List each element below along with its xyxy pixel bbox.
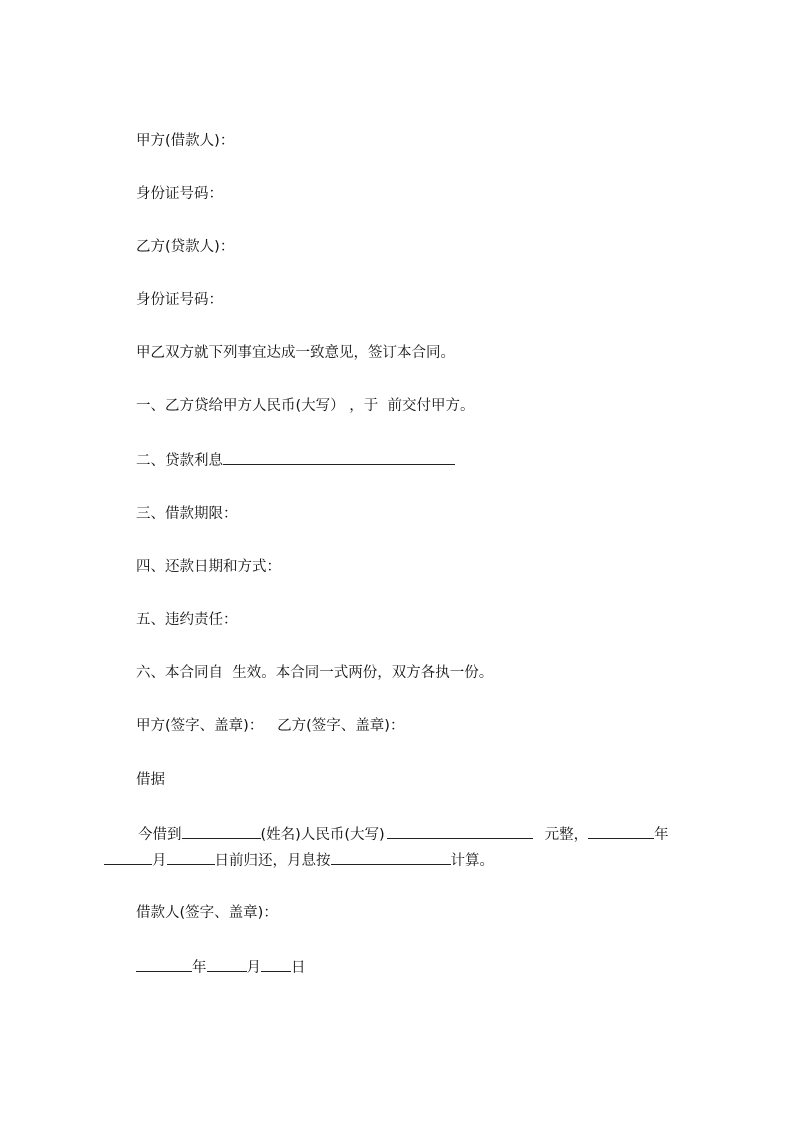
receipt-text-7: 计算。 [450,853,494,869]
clause-4: 四、还款日期和方式： [136,559,281,575]
receipt-text-6: 日前归还，月息按 [214,853,331,869]
date-month-blank [207,957,247,972]
clause-2-text: 二、贷款利息 [136,453,223,469]
clause-3: 三、借款期限： [136,506,238,522]
receipt-text-5: 月 [152,853,167,869]
date-day-label: 日 [291,960,306,976]
year-blank [588,824,654,839]
party-a-id-label: 身份证号码： [136,186,223,202]
receipt-text-4: 年 [654,827,669,843]
receipt-line-2 [104,850,494,871]
party-b-id-label: 身份证号码： [136,292,223,308]
receipt-text-1: 今借到 [138,827,182,843]
clause-1: 一、乙方贷给甲方人民币(大写） ，于 前交付甲方。 [136,398,475,414]
date-month-label: 月 [246,960,261,976]
receipt-text-2: (姓名)人民币(大写) [260,827,385,843]
receipt-date [136,957,306,978]
receipt-title: 借据 [136,772,165,788]
signature-line: 甲方(签字、盖章)： 乙方(签字、盖章)： [136,718,405,734]
name-blank [182,824,261,839]
receipt-line-1 [138,824,669,845]
clause-2 [136,450,455,471]
date-year-blank [136,957,192,972]
receipt-text-3: 元整， [544,827,589,843]
month-blank [104,850,152,865]
date-year-label: 年 [192,960,207,976]
amount-blank [387,824,533,839]
party-a-label: 甲方(借款人)： [136,133,235,149]
clause-6: 六、本合同自 生效。本合同一式两份，双方各执一份。 [136,665,494,681]
day-blank [167,850,215,865]
interest-rate-blank [331,850,451,865]
party-b-label: 乙方(贷款人)： [136,239,235,255]
contract-intro: 甲乙双方就下列事宜达成一致意见，签订本合同。 [136,345,455,361]
date-day-blank [261,957,291,972]
borrower-signature: 借款人(签字、盖章)： [136,905,278,921]
interest-blank [223,450,455,465]
clause-5: 五、违约责任： [136,612,238,628]
